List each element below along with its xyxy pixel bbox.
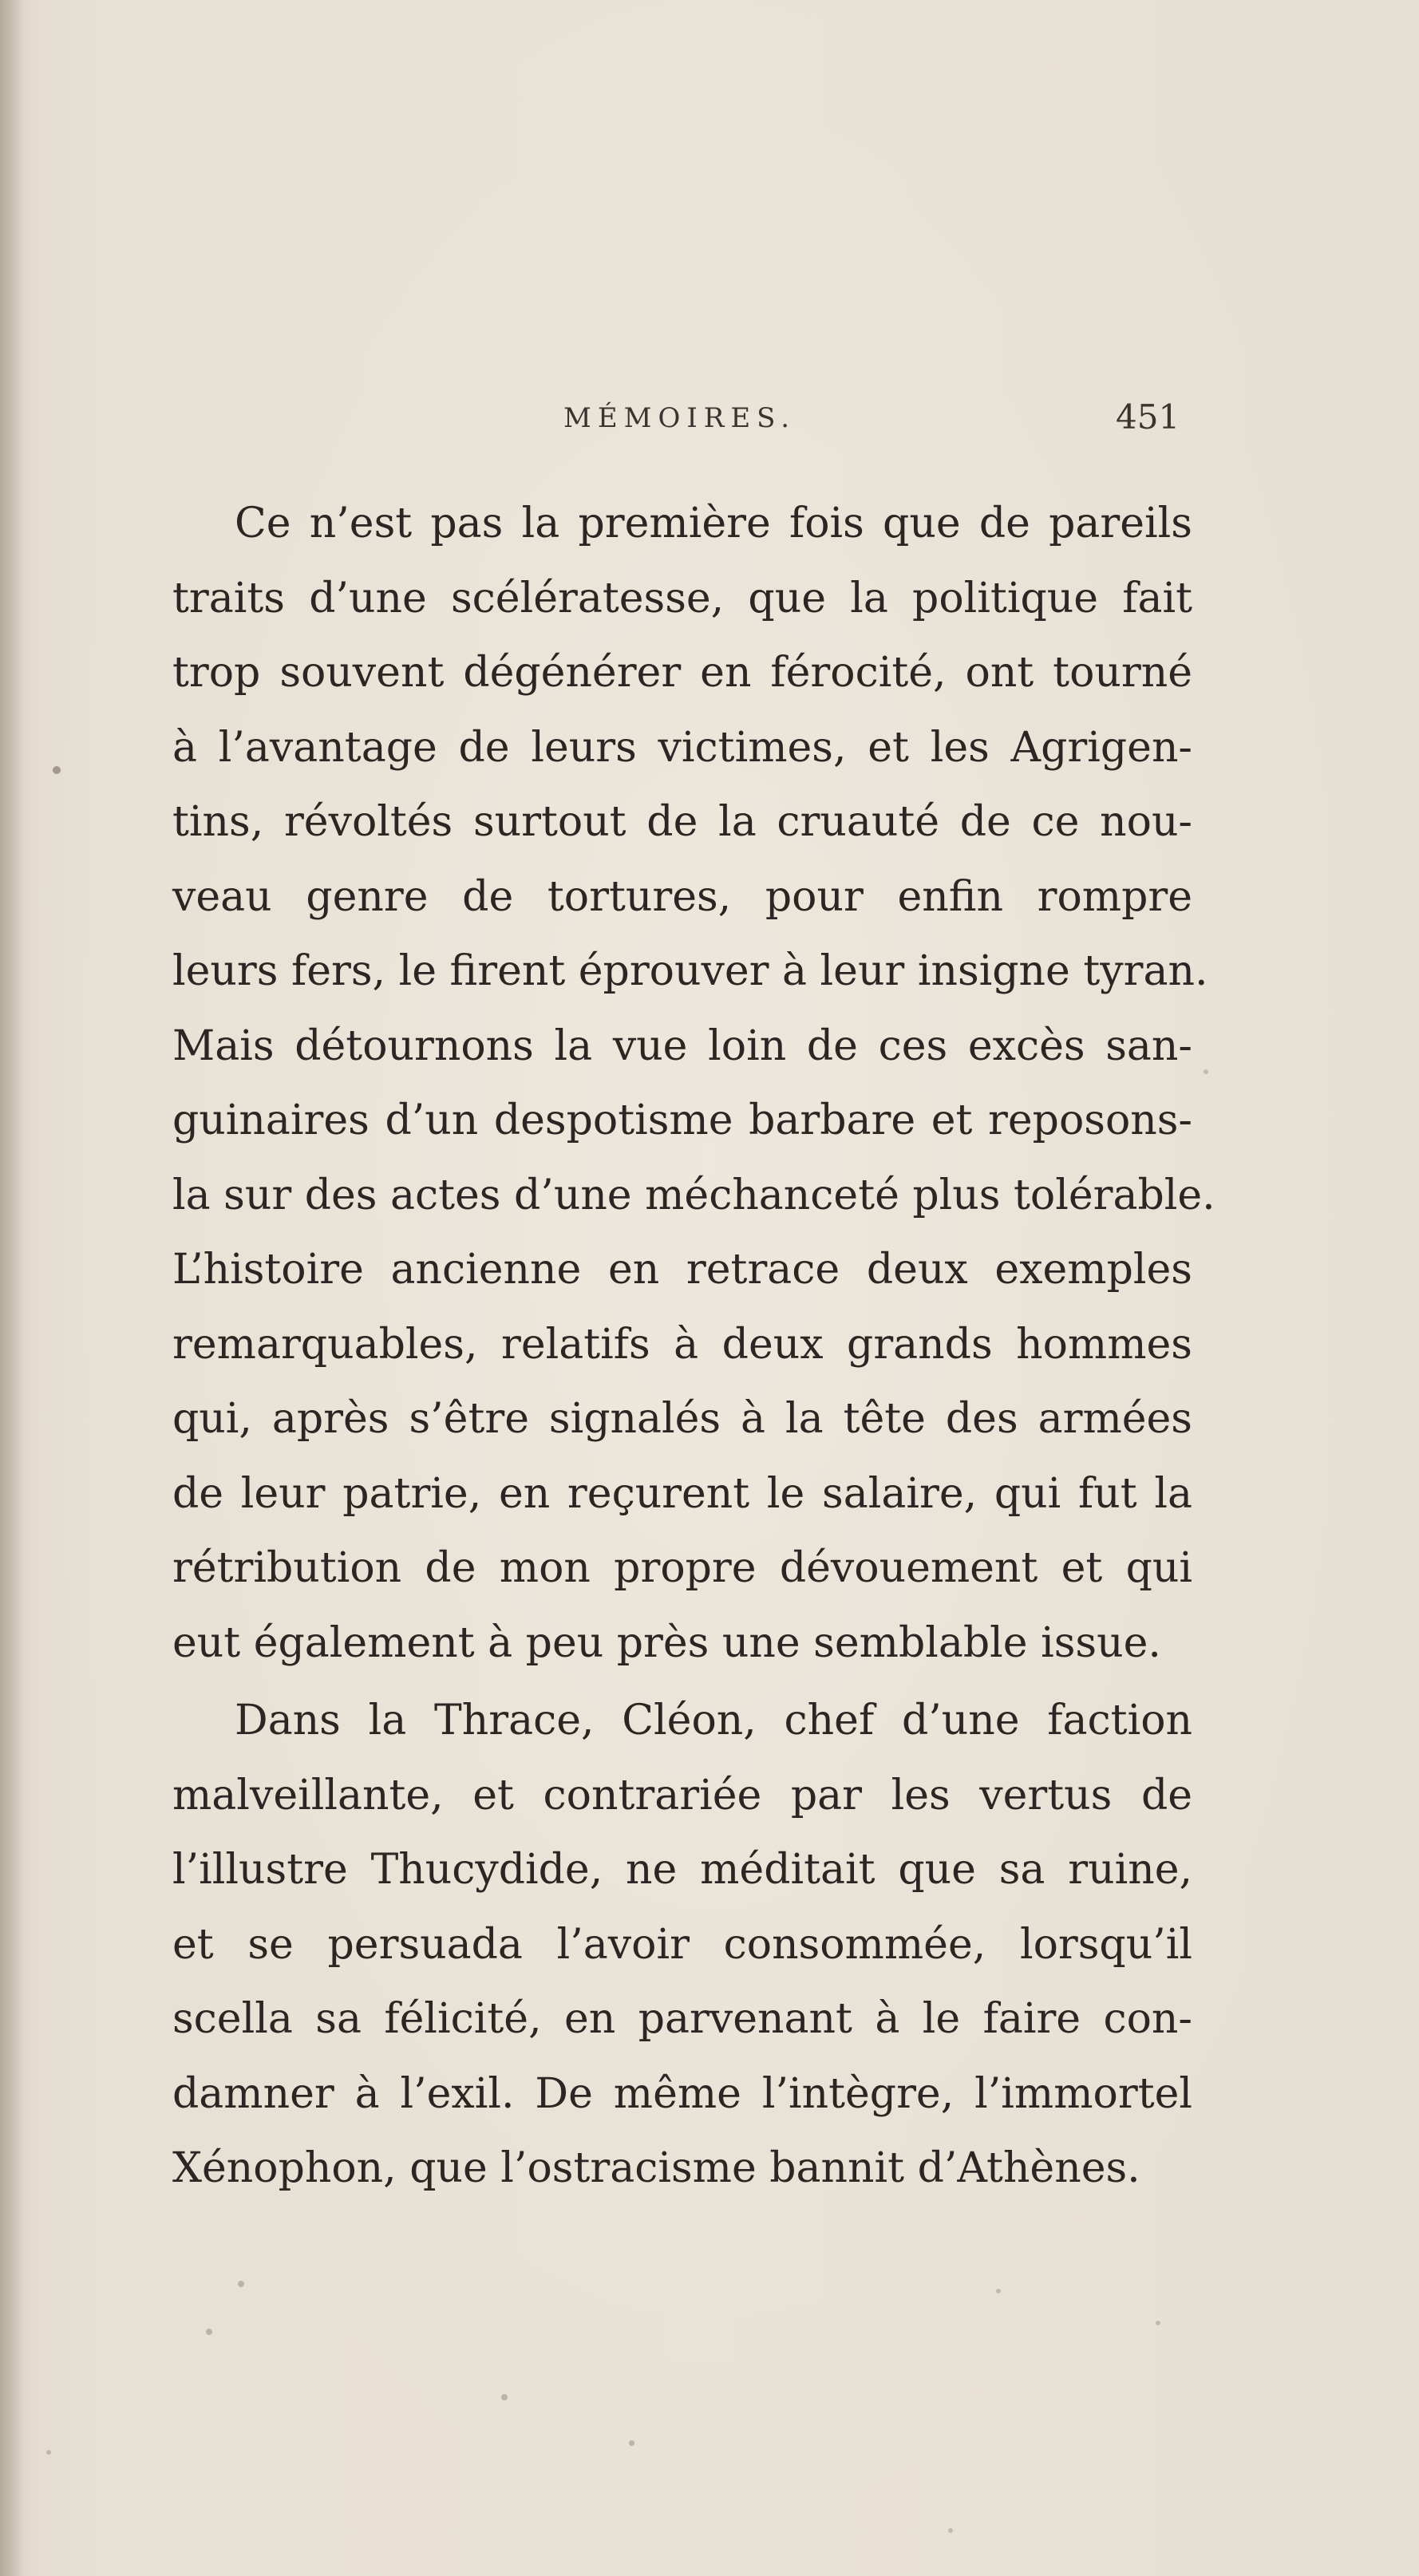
text-line: L’histoire ancienne en retrace deux exemples: [172, 1246, 1192, 1294]
body-text: [172, 487, 1215, 2207]
text-line: traits d’une scélératesse, que la politique fait: [172, 574, 1192, 622]
paper-speck: [1156, 2321, 1160, 2325]
text-line: scella sa félicité, en parvenant à le faire con-: [172, 1995, 1192, 2043]
text-line: Mais détournons la vue loin de ces excès san-: [172, 1021, 1192, 1070]
paper-speck: [46, 2450, 51, 2455]
text-line: la sur des actes d’une méchanceté plus tolérable.: [172, 1171, 1215, 1219]
paper-speck: [1204, 1069, 1208, 1074]
paragraph-2: [172, 1684, 1192, 2207]
text-line: de leur patrie, en reçurent le salaire, qui fut la: [172, 1469, 1192, 1518]
text-line: guinaires d’un despotisme barbare et reposons-: [172, 1096, 1192, 1144]
text-line: rétribution de mon propre dévouement et qui: [172, 1544, 1192, 1592]
text-line: à l’avantage de leurs victimes, et les Agrigen-: [172, 723, 1192, 772]
paper-speck: [238, 2281, 244, 2287]
text-line: Ce n’est pas la première fois que de pareils: [235, 500, 1192, 547]
text-line: malveillante, et contrariée par les vertus de: [172, 1771, 1192, 1819]
paper-speck: [501, 2394, 508, 2400]
text-line: qui, après s’être signalés à la tête des armées: [172, 1395, 1192, 1443]
text-line: l’illustre Thucydide, ne méditait que sa ruine,: [172, 1846, 1192, 1894]
paper-speck: [629, 2440, 634, 2446]
running-head: [0, 397, 1419, 445]
text-line: damner à l’exil. De même l’intègre, l’immortel: [172, 2069, 1192, 2118]
running-title: MÉMOIRES.: [563, 402, 796, 434]
text-line: leurs fers, le firent éprouver à leur insigne tyran.: [172, 947, 1208, 995]
text-line: eut également à peu près une semblable issue.: [172, 1618, 1161, 1667]
text-line: trop souvent dégénérer en férocité, ont tourné: [172, 649, 1192, 697]
text-line: tins, révoltés surtout de la cruauté de ce nou-: [172, 798, 1192, 846]
paper-speck: [996, 2289, 1001, 2294]
page-number: 451: [1116, 397, 1180, 437]
text-line: remarquables, relatifs à deux grands hommes: [172, 1320, 1192, 1369]
spine-shadow: [0, 0, 24, 2576]
text-line: Xénophon, que l’ostracisme bannit d’Athènes.: [172, 2144, 1140, 2192]
text-line: et se persuada l’avoir consommée, lorsqu’il: [172, 1920, 1192, 1969]
paper-speck: [53, 766, 61, 774]
text-line: Dans la Thrace, Cléon, chef d’une faction: [235, 1697, 1192, 1744]
paper-speck: [948, 2528, 953, 2533]
paragraph-1: [172, 487, 1215, 1681]
text-line: veau genre de tortures, pour enfin rompre: [172, 872, 1192, 921]
paper-speck: [206, 2329, 212, 2335]
